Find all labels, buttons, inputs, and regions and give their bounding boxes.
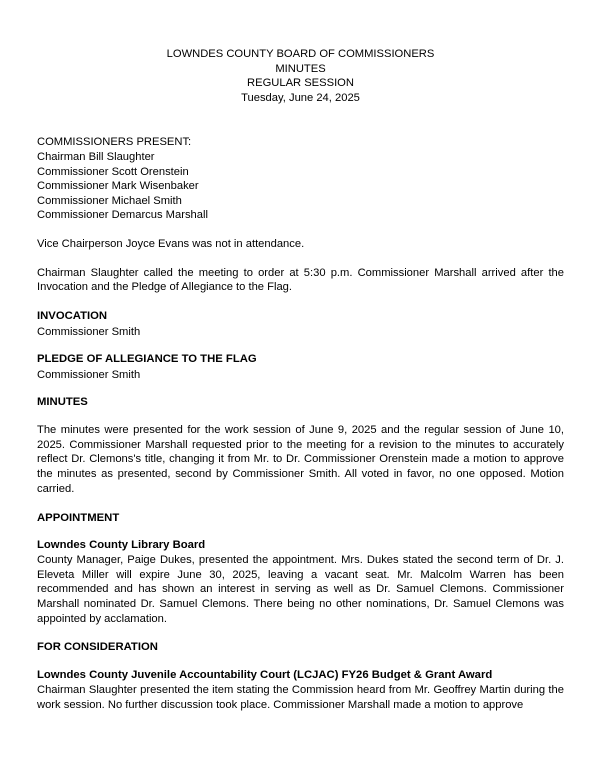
commissioners-present-block xyxy=(37,135,564,223)
spacer xyxy=(37,339,564,352)
for-consideration-body: Chairman Slaughter presented the item stating the Commission heard from Mr. Geoffrey Martin during the work session. No further discussion took place. Commissioner Marshall made a motion to approve xyxy=(37,683,564,711)
for-consideration-section xyxy=(37,640,564,712)
invocation-heading: INVOCATION xyxy=(37,310,108,323)
appointment-heading: APPOINTMENT xyxy=(37,511,120,524)
absent-note: Vice Chairperson Joyce Evans was not in attendance. xyxy=(37,237,305,250)
for-consideration-item-title: Lowndes County Juvenile Accountability Court (LCJAC) FY26 Budget & Grant Award xyxy=(37,669,493,682)
document-header xyxy=(37,47,564,105)
header-title-line-3: REGULAR SESSION xyxy=(247,77,354,90)
appointment-item-title: Lowndes County Library Board xyxy=(37,539,206,552)
commissioner-name: Commissioner Michael Smith xyxy=(37,194,182,207)
header-title-line-1: LOWNDES COUNTY BOARD OF COMMISSIONERS xyxy=(166,48,435,60)
commissioner-name: Chairman Bill Slaughter xyxy=(37,150,155,163)
spacer xyxy=(37,526,564,538)
commissioners-present-label: COMMISSIONERS PRESENT: xyxy=(37,136,192,149)
spacer xyxy=(37,656,564,668)
commissioner-name: Commissioner Scott Orenstein xyxy=(37,165,189,178)
spacer xyxy=(37,382,564,395)
appointment-body: County Manager, Paige Dukes, presented the appointment. Mrs. Dukes stated the second term of Dr. J. Eleveta Miller will expire June 30, 2025, leaving a vacant seat. Mr. Malcolm Warren has been recommended and has shown an interest in serving as well as Dr. Samuel Clemons. Commissioner Marshall nominated Dr. Samuel Clemons. There being no other nominations, Dr. Samuel Clemons was appointed by acclamation. xyxy=(37,553,564,625)
commissioner-name: Commissioner Mark Wisenbaker xyxy=(37,180,199,193)
header-date: Tuesday, June 24, 2025 xyxy=(241,91,360,104)
spacer xyxy=(37,411,564,423)
invocation-given-by: Commissioner Smith xyxy=(37,325,141,338)
minutes-section xyxy=(37,395,564,496)
pledge-led-by: Commissioner Smith xyxy=(37,368,141,381)
appointment-section xyxy=(37,511,564,627)
pledge-section xyxy=(37,352,564,382)
minutes-heading: MINUTES xyxy=(37,396,88,409)
minutes-body: The minutes were presented for the work session of June 9, 2025 and the regular session of June 10, 2025. Commissioner Marshall requested prior to the meeting for a revision to the minutes to accurately reflect Dr. Clemons's title, changing it from Mr. to Dr. Commissioner Orenstein made a motion to approve the minutes as presented, second by Commissioner Smith. All voted in favor, no one opposed. Motion carried. xyxy=(37,424,564,495)
commissioner-name: Commissioner Demarcus Marshall xyxy=(37,209,208,222)
invocation-section xyxy=(37,309,564,339)
call-to-order-paragraph: Chairman Slaughter called the meeting to order at 5:30 p.m. Commissioner Marshall arrived after the Invocation and the Pledge of Allegiance to the Flag. xyxy=(37,266,564,294)
pledge-heading: PLEDGE OF ALLEGIANCE TO THE FLAG xyxy=(37,353,257,366)
header-title-line-2: MINUTES xyxy=(275,62,326,75)
for-consideration-heading: FOR CONSIDERATION xyxy=(37,641,158,654)
